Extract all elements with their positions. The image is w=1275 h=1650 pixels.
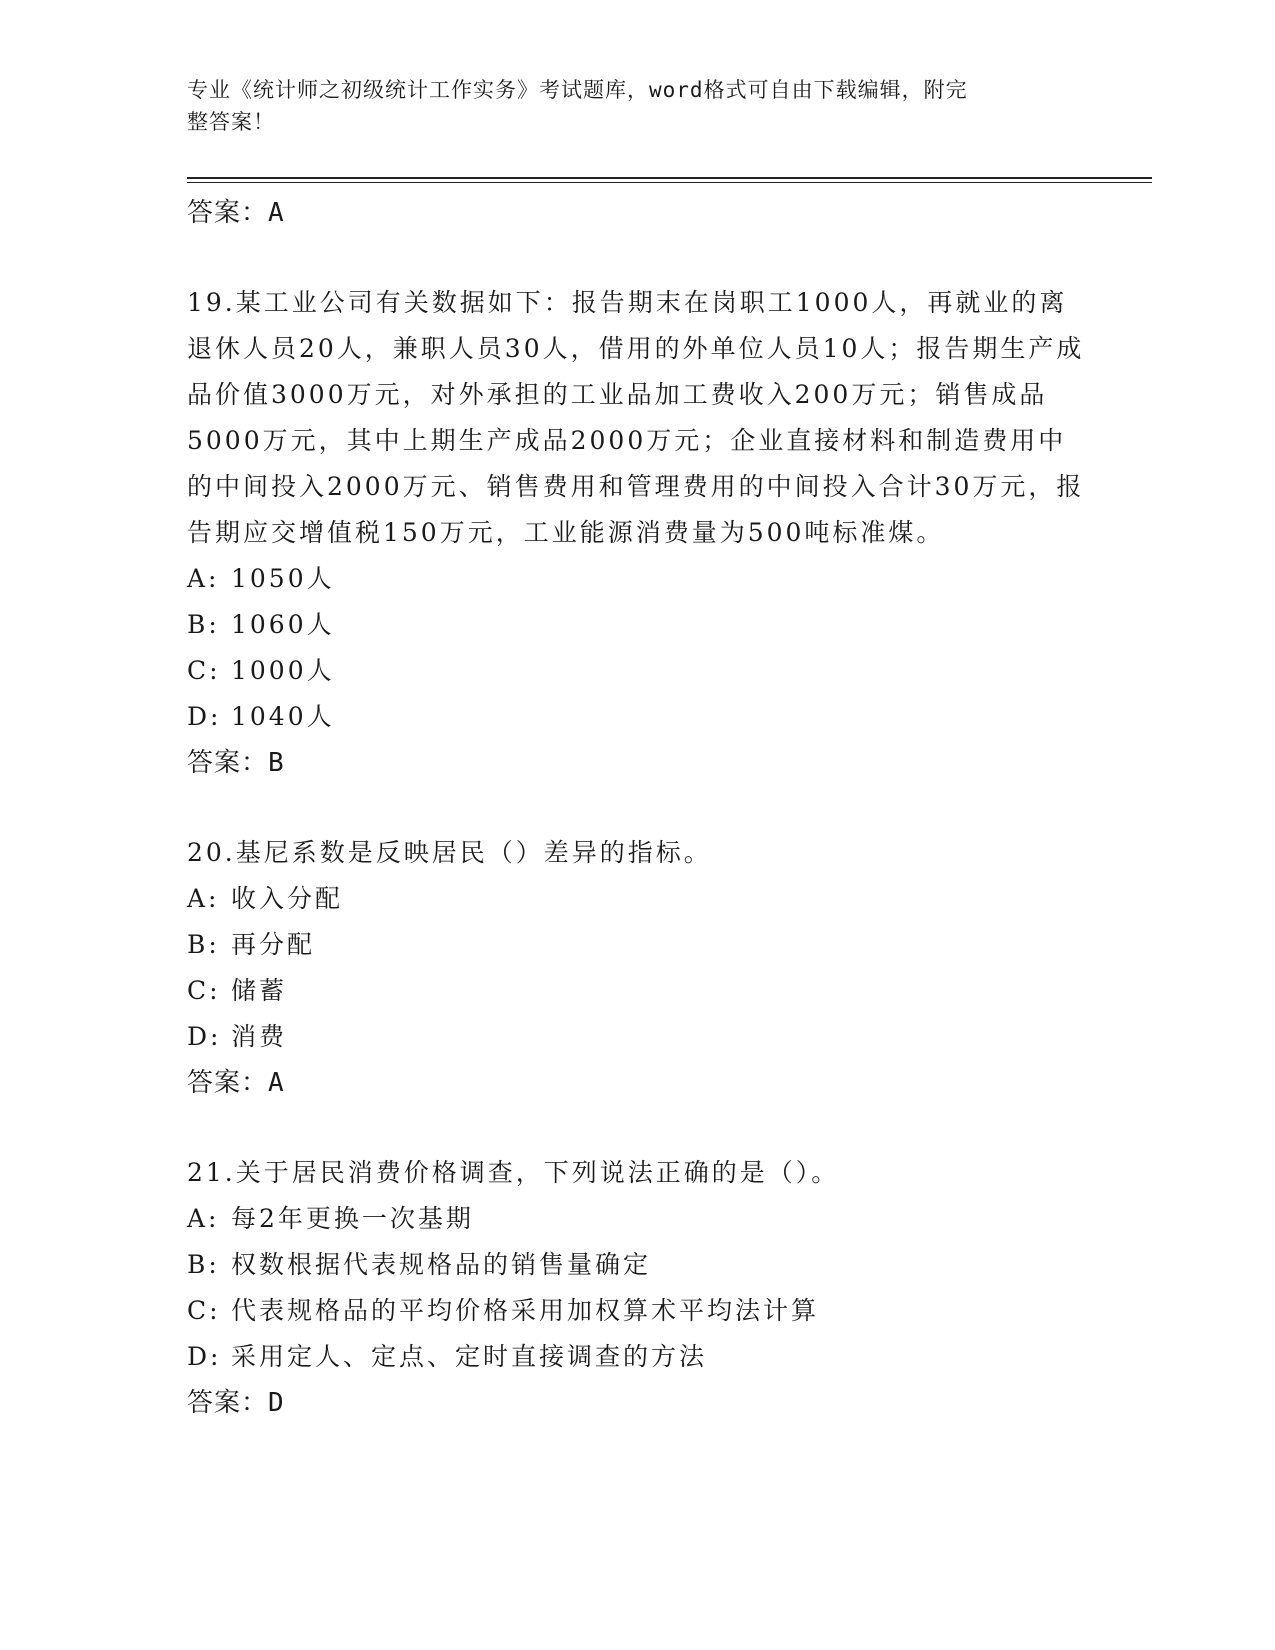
option-text: 代表规格品的平均价格采用加权算术平均法计算 (231, 1296, 820, 1325)
option-text: 1060人 (231, 610, 335, 639)
option-b (187, 1242, 1087, 1288)
option-a (187, 1196, 1087, 1242)
document-header (187, 74, 1067, 138)
header-divider (187, 177, 1152, 179)
option-key: A: (187, 1204, 220, 1233)
option-a (187, 556, 1087, 602)
option-key: D: (187, 1022, 222, 1051)
answer-value: A (268, 198, 285, 228)
previous-answer (187, 190, 1087, 236)
option-text: 1000人 (231, 656, 335, 685)
answer-label: 答案： (187, 748, 269, 778)
option-text: 1050人 (231, 564, 335, 593)
option-a (187, 876, 1087, 922)
header-divider-thin (187, 182, 1152, 183)
option-text: 1040人 (231, 702, 335, 731)
option-b (187, 922, 1087, 968)
option-key: C: (187, 976, 221, 1005)
option-text: 权数根据代表规格品的销售量确定 (231, 1250, 652, 1279)
option-d (187, 1334, 1087, 1380)
answer-value: D (268, 1388, 285, 1418)
document-body (187, 190, 1087, 1426)
option-key: B: (187, 1250, 220, 1279)
option-c (187, 968, 1087, 1014)
option-key: B: (187, 930, 220, 959)
option-key: D: (187, 702, 222, 731)
answer (187, 740, 1087, 786)
option-c (187, 648, 1087, 694)
option-c (187, 1288, 1087, 1334)
option-text: 储蓄 (231, 976, 288, 1005)
answer-label: 答案： (187, 1388, 269, 1418)
answer-value: A (268, 1068, 285, 1098)
header-line-1: 专业《统计师之初级统计工作实务》考试题库，word格式可自由下载编辑，附完 (187, 78, 968, 102)
question-19 (187, 280, 1087, 786)
option-d (187, 694, 1087, 740)
header-line-2: 整答案！ (187, 110, 275, 134)
option-text: 采用定人、定点、定时直接调查的方法 (231, 1342, 708, 1371)
option-text: 收入分配 (231, 884, 344, 913)
answer-value: B (268, 748, 285, 778)
option-text: 再分配 (231, 930, 316, 959)
question-21 (187, 1150, 1087, 1426)
option-d (187, 1014, 1087, 1060)
option-key: C: (187, 1296, 221, 1325)
option-text: 每2年更换一次基期 (231, 1204, 474, 1233)
option-text: 消费 (231, 1022, 288, 1051)
question-20 (187, 830, 1087, 1106)
option-key: B: (187, 610, 220, 639)
answer (187, 1380, 1087, 1426)
option-key: A: (187, 564, 220, 593)
answer-label: 答案： (187, 1068, 269, 1098)
option-key: A: (187, 884, 220, 913)
question-text: 21.关于居民消费价格调查，下列说法正确的是（）。 (187, 1158, 840, 1187)
option-b (187, 602, 1087, 648)
option-key: C: (187, 656, 221, 685)
question-text: 19.某工业公司有关数据如下：报告期末在岗职工1000人，再就业的离退休人员20人，兼职人员30人，借用的外单位人员10人；报告期生产成品价值3000万元，对外承担的工业品加工费收入200万元；销售成品5000万元，其中上期生产成品2000万元；企业直接材料和制造费用中的中间投入2000万元、销售费用和管理费用的中间投入合计30万元，报告期应交增值税150万元，工业能源消费量为500吨标准煤。 (187, 288, 1085, 547)
answer (187, 1060, 1087, 1106)
option-key: D: (187, 1342, 222, 1371)
answer-label: 答案： (187, 198, 269, 228)
question-text: 20.基尼系数是反映居民（）差异的指标。 (187, 838, 712, 867)
